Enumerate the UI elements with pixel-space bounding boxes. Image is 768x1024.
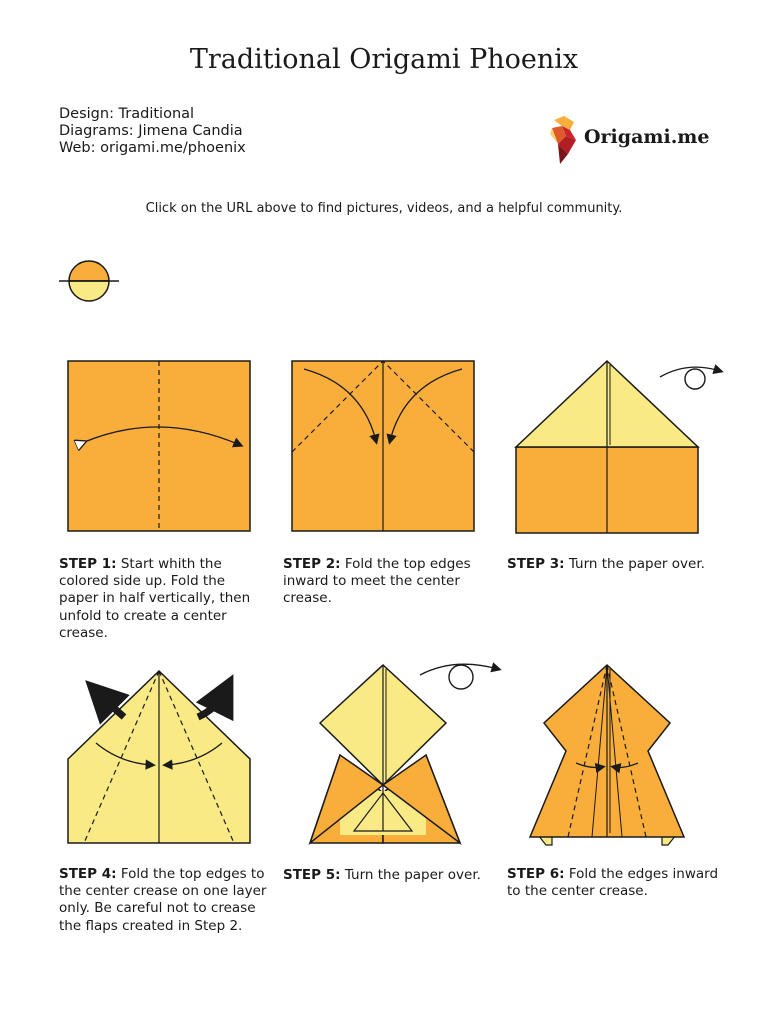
step-1-text: Start whith the colored side up. Fold the paper in half vertically, then unfold to create a center crease.: [59, 556, 251, 641]
web-link[interactable]: Web: origami.me/phoenix: [59, 140, 246, 156]
step-6-caption: [507, 866, 732, 900]
step-4-diagram: [60, 665, 260, 850]
step-6-label: STEP 6:: [507, 866, 565, 882]
logo-text: Origami.me: [584, 126, 710, 148]
diagrams-credit: Diagrams: Jimena Candia: [59, 123, 243, 139]
step-5-caption: [283, 867, 498, 884]
step-2-caption: [283, 556, 483, 608]
step-3-label: STEP 3:: [507, 556, 565, 572]
step-1-diagram: [60, 355, 260, 535]
instruction-text: Click on the URL above to find pictures, videos, and a helpful community.: [145, 201, 623, 216]
credits: [59, 106, 246, 157]
phoenix-logo-icon: [548, 114, 582, 170]
step-3-caption: [507, 556, 737, 573]
step-1-caption: [59, 556, 259, 642]
origami-me-logo[interactable]: [548, 114, 718, 170]
step-5-diagram: [284, 655, 514, 855]
step-6-text: Fold the edges inward to the center crease.: [507, 866, 719, 900]
step-4-caption: [59, 866, 269, 935]
page-title: Traditional Origami Phoenix: [189, 44, 579, 75]
step-3-text: Turn the paper over.: [568, 556, 705, 572]
design-credit: Design: Traditional: [59, 106, 195, 122]
paper-color-key: [58, 258, 122, 304]
step-4-label: STEP 4:: [59, 866, 117, 882]
step-2-text: Fold the top edges inward to meet the center crease.: [283, 556, 471, 607]
step-5-text: Turn the paper over.: [344, 867, 481, 883]
step-2-diagram: [284, 355, 484, 535]
step-4-text: Fold the top edges to the center crease on one layer only. Be careful not to crease the flaps created in Step 2.: [59, 866, 267, 934]
step-3-diagram: [508, 355, 738, 540]
step-6-diagram: [508, 655, 708, 855]
step-2-label: STEP 2:: [283, 556, 341, 572]
step-5-label: STEP 5:: [283, 867, 341, 883]
step-1-label: STEP 1:: [59, 556, 117, 572]
